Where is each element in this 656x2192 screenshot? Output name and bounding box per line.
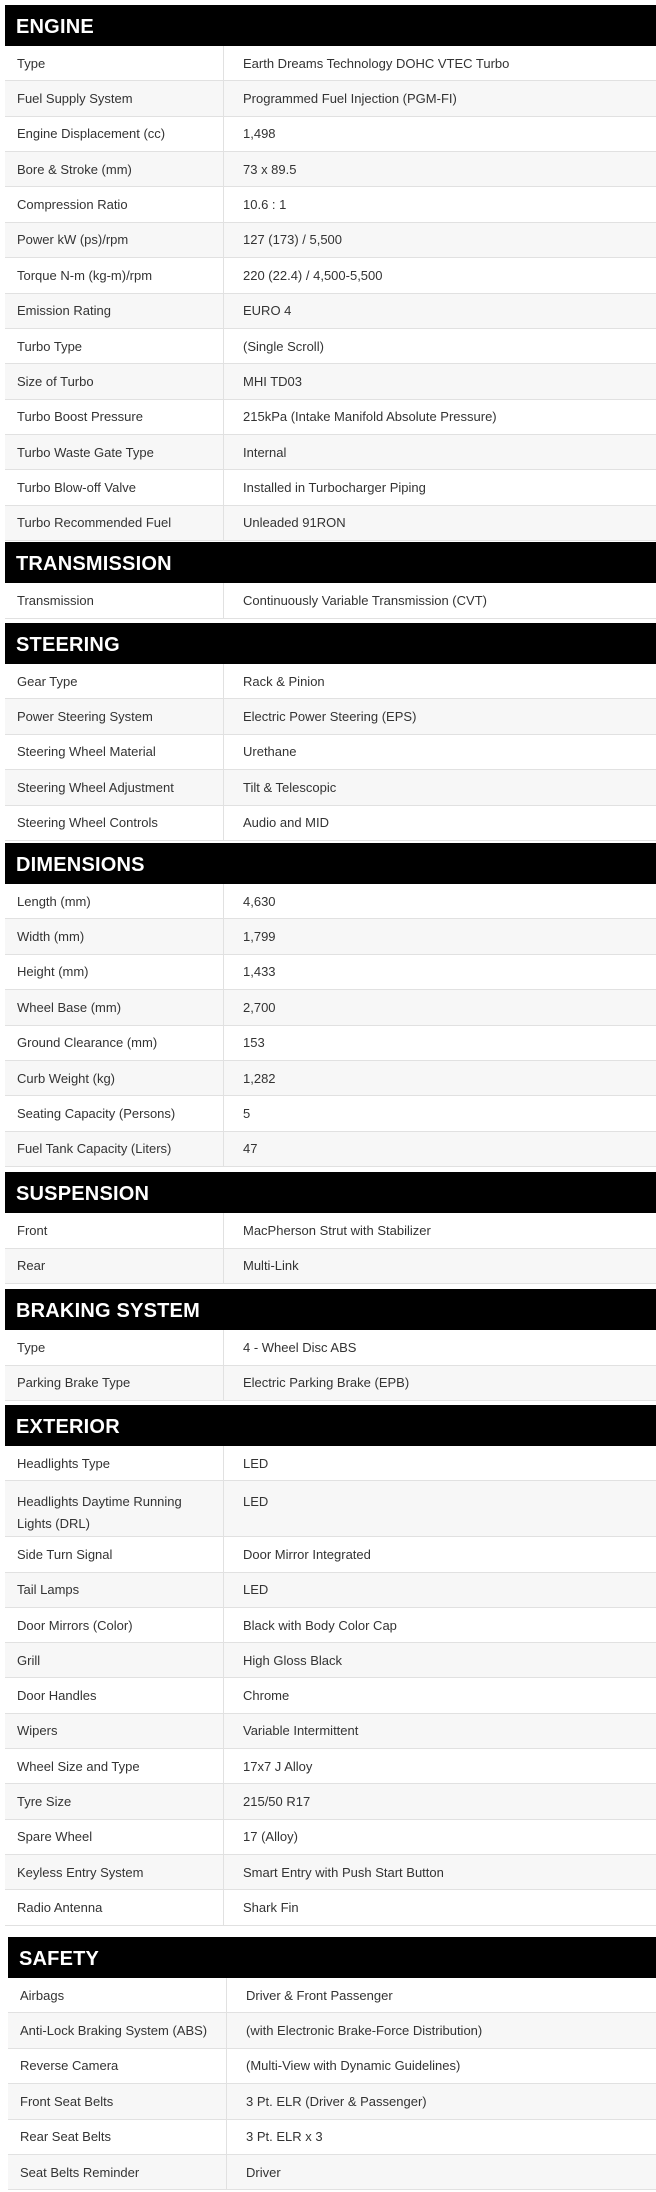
spec-value: 73 x 89.5 — [243, 161, 297, 177]
spec-row — [5, 1213, 656, 1249]
spec-value: Rack & Pinion — [243, 673, 325, 689]
spec-row — [5, 1132, 656, 1167]
spec-label: Tail Lamps — [5, 1573, 224, 1607]
spec-row — [5, 187, 656, 222]
spec-value: (with Electronic Brake-Force Distribution) — [246, 2023, 483, 2039]
spec-label: Height (mm) — [5, 955, 224, 989]
spec-label: Turbo Boost Pressure — [5, 400, 224, 434]
spec-value: 47 — [243, 1141, 258, 1157]
spec-row — [8, 2013, 656, 2048]
spec-value: Electric Power Steering (EPS) — [243, 709, 417, 725]
spec-row — [8, 2049, 656, 2084]
spec-row — [5, 806, 656, 841]
spec-row — [5, 1249, 656, 1285]
spec-label: Spare Wheel — [5, 1820, 224, 1854]
spec-row — [5, 152, 656, 187]
section-title: SUSPENSION — [5, 1172, 656, 1213]
spec-label: Headlights Daytime Running Lights (DRL) — [5, 1481, 224, 1536]
spec-row — [5, 1330, 656, 1366]
section-transmission — [5, 542, 656, 619]
spec-value: Continuously Variable Transmission (CVT) — [243, 593, 487, 608]
spec-label: Power kW (ps)/rpm — [5, 223, 224, 257]
spec-row — [5, 955, 656, 990]
section-braking-system — [5, 1289, 656, 1401]
spec-value: Driver & Front Passenger — [246, 1987, 393, 2003]
spec-label: Length (mm) — [5, 884, 224, 918]
spec-value: Electric Parking Brake (EPB) — [243, 1375, 410, 1391]
spec-label: Bore & Stroke (mm) — [5, 152, 224, 186]
spec-label: Grill — [5, 1643, 224, 1677]
section-dimensions — [5, 843, 656, 1167]
spec-value: Urethane — [243, 744, 297, 760]
spec-value: 153 — [243, 1035, 265, 1051]
spec-row — [5, 400, 656, 435]
spec-label: Door Mirrors (Color) — [5, 1608, 224, 1642]
spec-value: LED — [243, 1494, 269, 1510]
spec-value: 3 Pt. ELR x 3 — [246, 2129, 323, 2145]
spec-value: 5 — [243, 1106, 251, 1122]
spec-value: 1,282 — [243, 1070, 276, 1086]
section-title: ENGINE — [5, 5, 656, 46]
spec-row — [5, 1820, 656, 1855]
spec-label: Wheel Size and Type — [5, 1749, 224, 1783]
spec-label: Type — [5, 46, 224, 80]
spec-label: Turbo Waste Gate Type — [5, 435, 224, 469]
spec-value: Unleaded 91RON — [243, 515, 346, 531]
section-title: DIMENSIONS — [5, 843, 656, 884]
spec-label: Airbags — [8, 1978, 227, 2012]
spec-row — [5, 1608, 656, 1643]
spec-row — [8, 2155, 656, 2190]
spec-value: Installed in Turbocharger Piping — [243, 479, 426, 495]
spec-label: Width (mm) — [5, 919, 224, 953]
spec-row — [5, 1714, 656, 1749]
spec-value: Smart Entry with Push Start Button — [243, 1864, 444, 1880]
spec-value: 10.6 : 1 — [243, 197, 287, 213]
spec-row — [5, 1890, 656, 1925]
spec-label: Side Turn Signal — [5, 1537, 224, 1571]
spec-row — [5, 81, 656, 116]
spec-label: Seating Capacity (Persons) — [5, 1096, 224, 1130]
spec-value: Earth Dreams Technology DOHC VTEC Turbo — [243, 55, 510, 71]
spec-value: Door Mirror Integrated — [243, 1546, 371, 1562]
spec-label: Compression Ratio — [5, 187, 224, 221]
spec-label: Reverse Camera — [8, 2049, 227, 2083]
spec-label: Engine Displacement (cc) — [5, 117, 224, 151]
spec-label: Headlights Type — [5, 1446, 224, 1480]
spec-value: Internal — [243, 444, 287, 460]
spec-row — [5, 699, 656, 734]
spec-label: Power Steering System — [5, 699, 224, 733]
section-steering — [5, 623, 656, 841]
spec-row — [5, 735, 656, 770]
spec-row — [8, 2084, 656, 2119]
spec-value: 220 (22.4) / 4,500-5,500 — [243, 267, 383, 283]
spec-value: 1,498 — [243, 126, 276, 142]
spec-label: Turbo Type — [5, 329, 224, 363]
spec-row — [5, 1784, 656, 1819]
spec-label: Wheel Base (mm) — [5, 990, 224, 1024]
spec-row — [5, 435, 656, 470]
section-exterior — [5, 1405, 656, 1926]
spec-label: Steering Wheel Adjustment — [5, 770, 224, 804]
section-engine — [5, 5, 656, 541]
spec-label: Anti-Lock Braking System (ABS) — [8, 2013, 227, 2047]
spec-value: Tilt & Telescopic — [243, 779, 337, 795]
spec-label: Front — [5, 1213, 224, 1248]
spec-value: Audio and MID — [243, 815, 329, 831]
spec-value: Driver — [246, 2164, 281, 2180]
spec-row — [5, 1643, 656, 1678]
section-title: TRANSMISSION — [5, 542, 656, 583]
spec-row — [5, 1678, 656, 1713]
spec-label: Fuel Tank Capacity (Liters) — [5, 1132, 224, 1166]
spec-label: Rear Seat Belts — [8, 2120, 227, 2154]
spec-value: Variable Intermittent — [243, 1723, 359, 1739]
spec-row — [5, 470, 656, 505]
spec-label: Transmission — [5, 583, 224, 618]
spec-row — [5, 117, 656, 152]
spec-value: 17x7 J Alloy — [243, 1758, 313, 1774]
spec-value: LED — [243, 1455, 269, 1471]
spec-label: Door Handles — [5, 1678, 224, 1712]
spec-label: Keyless Entry System — [5, 1855, 224, 1889]
spec-row — [5, 1096, 656, 1131]
spec-row — [5, 506, 656, 541]
spec-value: Shark Fin — [243, 1899, 299, 1915]
spec-row — [5, 583, 656, 619]
spec-row — [5, 919, 656, 954]
spec-value: 17 (Alloy) — [243, 1829, 298, 1845]
section-title: SAFETY — [8, 1937, 656, 1978]
section-suspension — [5, 1172, 656, 1284]
spec-label: Tyre Size — [5, 1784, 224, 1818]
spec-label: Seat Belts Reminder — [8, 2155, 227, 2189]
spec-row — [5, 1481, 656, 1537]
spec-row — [5, 1537, 656, 1572]
spec-row — [8, 2120, 656, 2155]
spec-label: Steering Wheel Material — [5, 735, 224, 769]
spec-label: Size of Turbo — [5, 364, 224, 398]
spec-row — [5, 1446, 656, 1481]
spec-label: Rear — [5, 1249, 224, 1284]
spec-value: 4 - Wheel Disc ABS — [243, 1339, 357, 1355]
spec-row — [5, 1749, 656, 1784]
spec-value: Programmed Fuel Injection (PGM-FI) — [243, 91, 457, 107]
spec-label: Radio Antenna — [5, 1890, 224, 1924]
spec-row — [5, 1573, 656, 1608]
spec-row — [5, 258, 656, 293]
spec-row — [5, 364, 656, 399]
spec-label: Emission Rating — [5, 294, 224, 328]
spec-row — [5, 1061, 656, 1096]
spec-value: (Single Scroll) — [243, 338, 324, 354]
spec-label: Gear Type — [5, 664, 224, 698]
section-title: STEERING — [5, 623, 656, 664]
spec-row — [5, 329, 656, 364]
spec-row — [5, 990, 656, 1025]
spec-value: 4,630 — [243, 893, 276, 909]
spec-value: LED — [243, 1582, 269, 1598]
spec-label: Wipers — [5, 1714, 224, 1748]
spec-row — [8, 1978, 656, 2013]
spec-row — [5, 664, 656, 699]
spec-row — [5, 1366, 656, 1402]
spec-value: MHI TD03 — [243, 373, 302, 389]
spec-value: (Multi-View with Dynamic Guidelines) — [246, 2058, 461, 2074]
spec-value: Chrome — [243, 1688, 290, 1704]
spec-value: 2,700 — [243, 999, 276, 1015]
section-title: EXTERIOR — [5, 1405, 656, 1446]
section-title: BRAKING SYSTEM — [5, 1289, 656, 1330]
spec-label: Fuel Supply System — [5, 81, 224, 115]
spec-label: Type — [5, 1330, 224, 1365]
spec-value: 1,433 — [243, 964, 276, 980]
spec-value: Multi-Link — [243, 1258, 299, 1274]
spec-value: 127 (173) / 5,500 — [243, 232, 343, 248]
spec-label: Parking Brake Type — [5, 1366, 224, 1401]
spec-value: Black with Body Color Cap — [243, 1617, 397, 1633]
spec-row — [5, 884, 656, 919]
spec-label: Turbo Recommended Fuel — [5, 506, 224, 540]
spec-row — [5, 223, 656, 258]
spec-value: MacPherson Strut with Stabilizer — [243, 1222, 431, 1238]
section-safety — [8, 1937, 656, 2190]
spec-label: Steering Wheel Controls — [5, 806, 224, 840]
spec-label: Front Seat Belts — [8, 2084, 227, 2118]
spec-row — [5, 1855, 656, 1890]
spec-label: Turbo Blow-off Valve — [5, 470, 224, 504]
spec-value: High Gloss Black — [243, 1652, 342, 1668]
spec-value: 3 Pt. ELR (Driver & Passenger) — [246, 2093, 427, 2109]
spec-value: 215kPa (Intake Manifold Absolute Pressure) — [243, 409, 497, 425]
spec-label: Torque N-m (kg-m)/rpm — [5, 258, 224, 292]
spec-value: EURO 4 — [243, 303, 292, 319]
spec-label: Curb Weight (kg) — [5, 1061, 224, 1095]
spec-row — [5, 1026, 656, 1061]
spec-row — [5, 770, 656, 805]
spec-label: Ground Clearance (mm) — [5, 1026, 224, 1060]
spec-row — [5, 294, 656, 329]
spec-row — [5, 46, 656, 81]
spec-value: 215/50 R17 — [243, 1794, 311, 1810]
spec-value: 1,799 — [243, 929, 276, 945]
